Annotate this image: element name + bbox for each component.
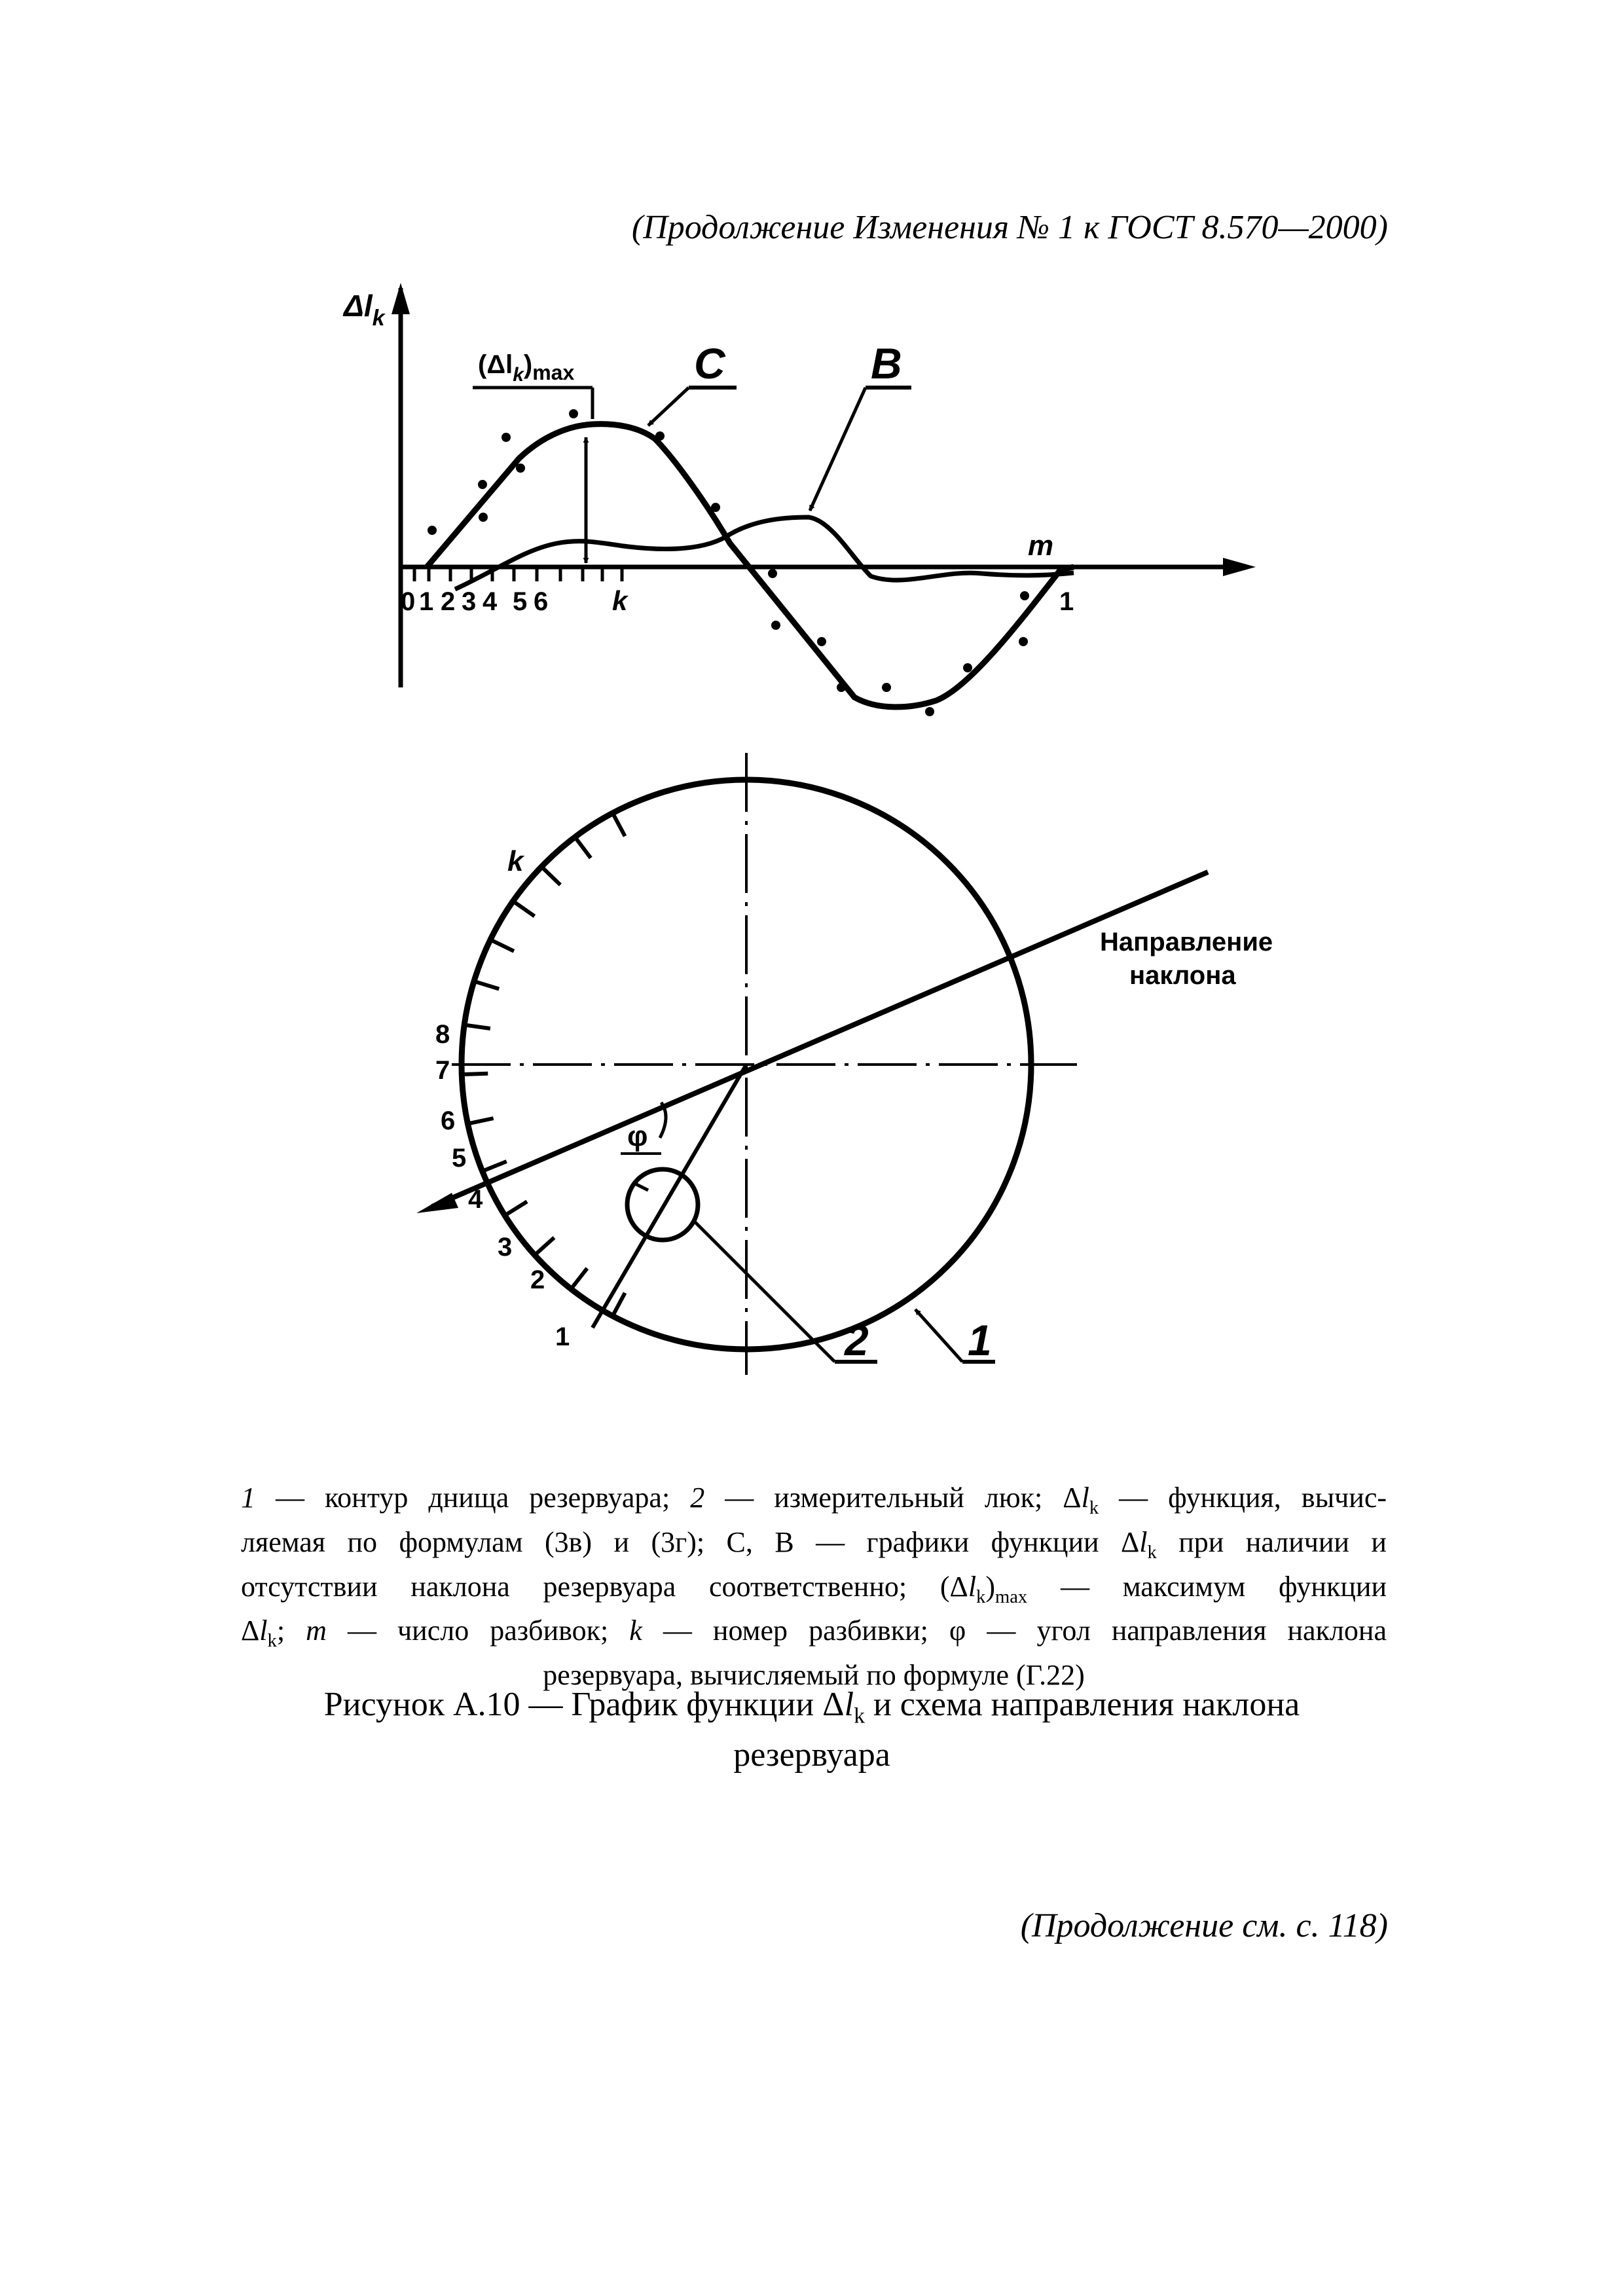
legend-line-2: ляемая по формулам (3в) и (3г); С, В — графики функции $\Delta l_k$ при наличии и <box>241 1525 1387 1563</box>
legend-line-3: отсутствии наклона резервуара соответственно; $(\Delta l_k)_{max}$ — максимум функции <box>241 1570 1387 1607</box>
division-tick <box>468 1118 494 1123</box>
division-tick <box>464 1025 490 1029</box>
phi-label: φ <box>627 1120 648 1152</box>
caption-line-1: Рисунок А.10 — График функции $\Delta l_k$ и схема направления наклона <box>323 1686 1300 1728</box>
x-end-label: 1 <box>1059 587 1074 616</box>
x-tick-6: 6 <box>534 587 549 616</box>
division-tick <box>575 837 591 858</box>
division-tick <box>535 1237 555 1255</box>
division-number-8: 8 <box>435 1020 450 1049</box>
figure-caption <box>196 1685 1427 1775</box>
callout-1: 1 <box>968 1316 992 1364</box>
curve-c-label: C <box>694 339 725 388</box>
y-axis-label: $\Delta l_k$ <box>344 289 385 331</box>
x-m-label: m <box>1028 530 1054 562</box>
legend-line-1: 1 — контур днища резервуара; 2 — измерительный люк; $\Delta l_k$ — функция, вычис- <box>241 1482 1387 1518</box>
y-axis-arrow <box>392 283 410 314</box>
curve-b-leader <box>810 388 866 511</box>
data-points <box>428 409 1029 716</box>
hatch-tick <box>635 1184 648 1190</box>
tilt-direction-arrow <box>416 1193 458 1213</box>
x-tick-2: 2 <box>441 587 456 616</box>
division-number-7: 7 <box>435 1056 450 1085</box>
curve-c-leader <box>648 388 689 426</box>
curve-b-label: B <box>871 339 902 388</box>
tilt-scheme <box>416 753 1273 1375</box>
division-tick <box>613 1293 625 1316</box>
division-number-6: 6 <box>441 1106 456 1135</box>
legend-line-5: резервуара, вычисляемый по формуле (Г.22) <box>543 1659 1085 1692</box>
callout-2-leader <box>694 1221 835 1362</box>
x-tick-3: 3 <box>462 587 477 616</box>
max-label: $(\Delta l_k)_{max}$ <box>478 350 575 386</box>
division-k-label: k <box>507 845 524 877</box>
caption-line-2: резервуара <box>733 1736 890 1774</box>
delta-lk-graph <box>342 283 1256 716</box>
division-tick <box>474 981 499 989</box>
division-tick <box>613 813 625 836</box>
x-tick-1: 1 <box>419 587 434 616</box>
division-number-3: 3 <box>498 1233 513 1262</box>
callout-2: 2 <box>845 1316 869 1364</box>
x-tick-5: 5 <box>513 587 528 616</box>
division-tick <box>505 1201 527 1215</box>
division-tick <box>513 901 535 916</box>
x-tick-0: 0 <box>401 587 416 616</box>
division-tick <box>490 939 514 951</box>
x-tick-4: 4 <box>483 587 498 616</box>
x-tick-k: k <box>612 585 628 616</box>
division-number-1: 1 <box>555 1322 570 1351</box>
figure-legend <box>241 1481 1387 1692</box>
division-tick <box>571 1268 587 1289</box>
x-axis-arrow <box>1223 558 1256 576</box>
division-number-4: 4 <box>468 1185 483 1214</box>
tilt-direction-line <box>432 872 1208 1207</box>
callout-1-leader <box>915 1309 962 1362</box>
continuation-header: (Продолжение Изменения № 1 к ГОСТ 8.570—2000) <box>631 209 1388 246</box>
direction-label-2: наклона <box>1129 961 1236 990</box>
direction-label-1: Направление <box>1100 928 1273 957</box>
continuation-footer: (Продолжение см. с. 118) <box>1020 1907 1388 1944</box>
division-number-5: 5 <box>452 1144 467 1173</box>
division-number-2: 2 <box>530 1266 545 1294</box>
division-tick <box>483 1161 507 1171</box>
curve-b <box>455 517 1074 589</box>
division-tick <box>541 867 560 885</box>
legend-line-4: $\Delta l_k$; m — число разбивок; k — номер разбивки; φ — угол направления наклона <box>241 1614 1387 1652</box>
